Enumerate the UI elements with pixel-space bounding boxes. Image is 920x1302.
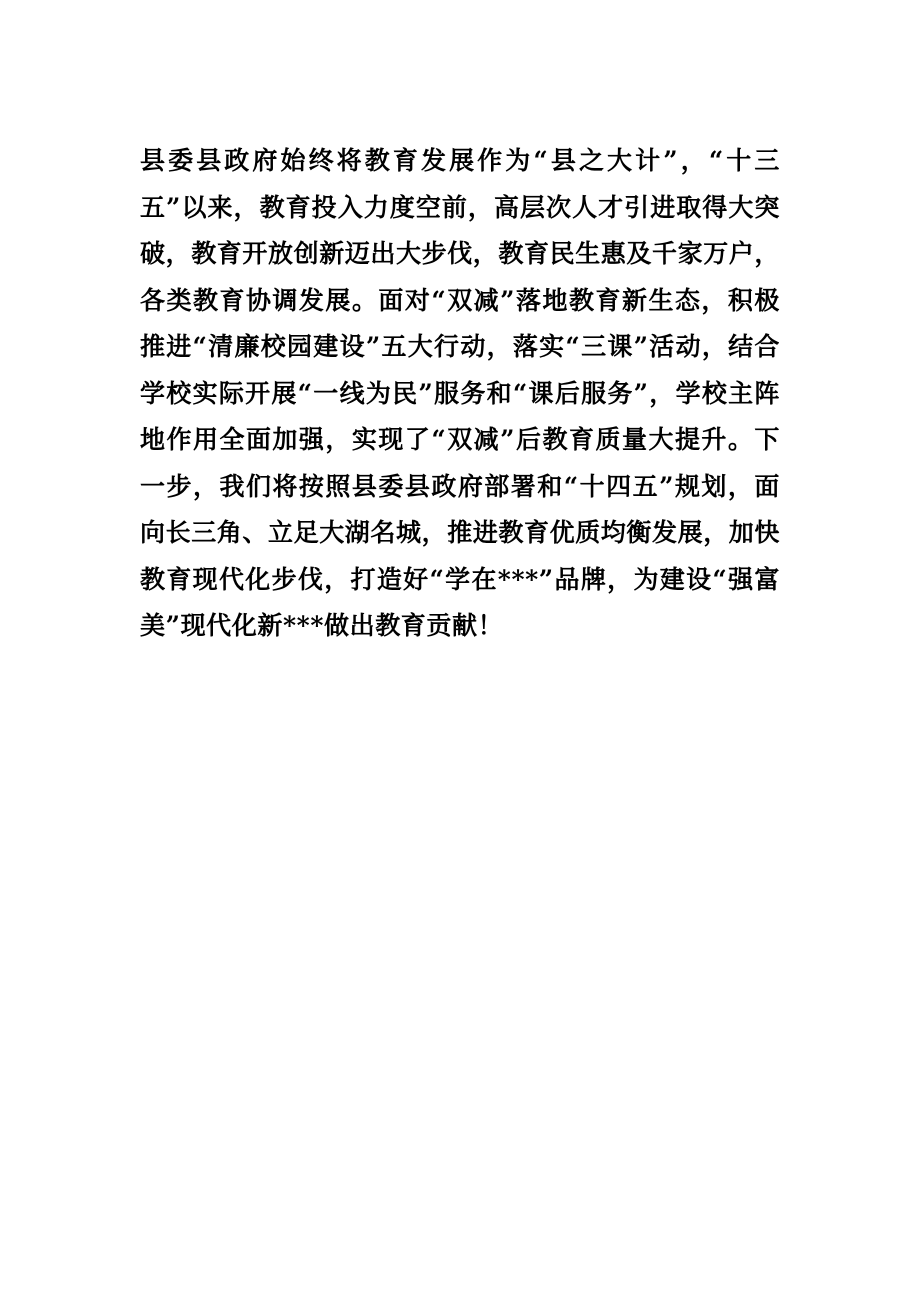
body-paragraph: 县委县政府始终将教育发展作为“县之大计”，“十三五”以来，教育投入力度空前，高层次人才引进取得大突破，教育开放创新迈出大步伐，教育民生惠及千家万户，各类教育协调发展。面对“双减”落地教育新生态，积极推进“清廉校园建设”五大行动，落实“三课”活动，结合学校实际开展“一线为民”服务和“课后服务”，学校主阵地作用全面加强，实现了“双减”后教育质量大提升。下一步，我们将按照县委县政府部署和“十四五”规划，面向长三角、立足大湖名城，推进教育优质均衡发展，加快教育现代化步伐，打造好“学在***”品牌，为建设“强富美”现代化新***做出教育贡献！	[140, 146, 781, 640]
